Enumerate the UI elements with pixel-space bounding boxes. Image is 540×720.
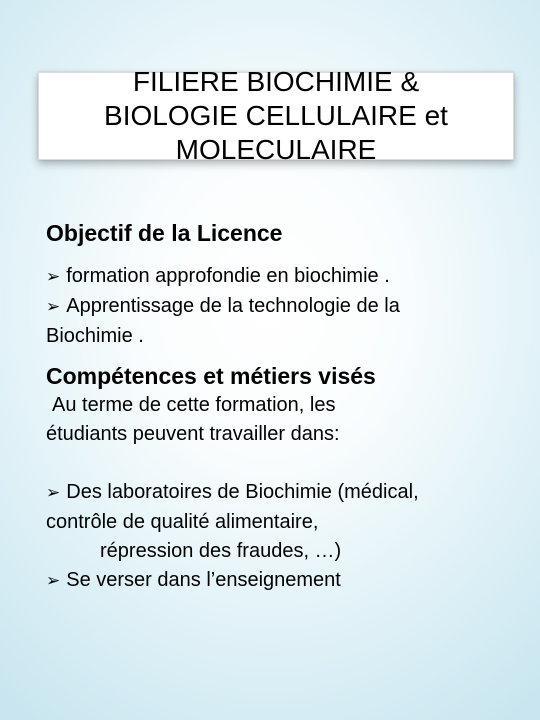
section-heading-competences: Compétences et métiers visés (46, 363, 376, 389)
arrowhead-bullet-icon: ➢ (46, 483, 61, 503)
section-heading-objectif: Objectif de la Licence (46, 220, 283, 246)
slide-content (46, 218, 516, 596)
list-item-text: Des laboratoires de Biochimie (médical, (66, 481, 419, 503)
spacer (46, 248, 516, 262)
list-item-continuation: répression des fraudes, …) (100, 540, 342, 562)
title-line: FILIERE BIOCHIMIE & (132, 66, 420, 97)
arrowhead-bullet-icon: ➢ (46, 571, 61, 591)
list-item (46, 262, 516, 292)
list-item-continuation: contrôle de qualité alimentaire, (46, 511, 319, 533)
title-line: MOLECULAIRE (175, 134, 377, 165)
competences-intro (46, 391, 516, 449)
intro-line: étudiants peuvent travailler dans: (46, 423, 340, 445)
page-title (39, 65, 513, 167)
spacer (46, 449, 516, 478)
list-item (46, 292, 516, 322)
competences-list (46, 478, 516, 596)
list-item-text: Se verser dans l’enseignement (66, 569, 341, 591)
arrowhead-bullet-icon: ➢ (46, 297, 61, 317)
title-line: BIOLOGIE CELLULAIRE et (104, 100, 448, 131)
intro-line: Au terme de cette formation, les (52, 394, 336, 416)
list-item-text: Apprentissage de la technologie de la (66, 295, 400, 317)
arrowhead-bullet-icon: ➢ (46, 267, 61, 287)
list-item (46, 566, 516, 596)
list-item-text: formation approfondie en biochimie . (66, 265, 390, 287)
title-box (38, 66, 514, 165)
list-item (46, 478, 516, 508)
objectif-list (46, 262, 516, 351)
list-item-continuation: Biochimie . (46, 325, 144, 347)
